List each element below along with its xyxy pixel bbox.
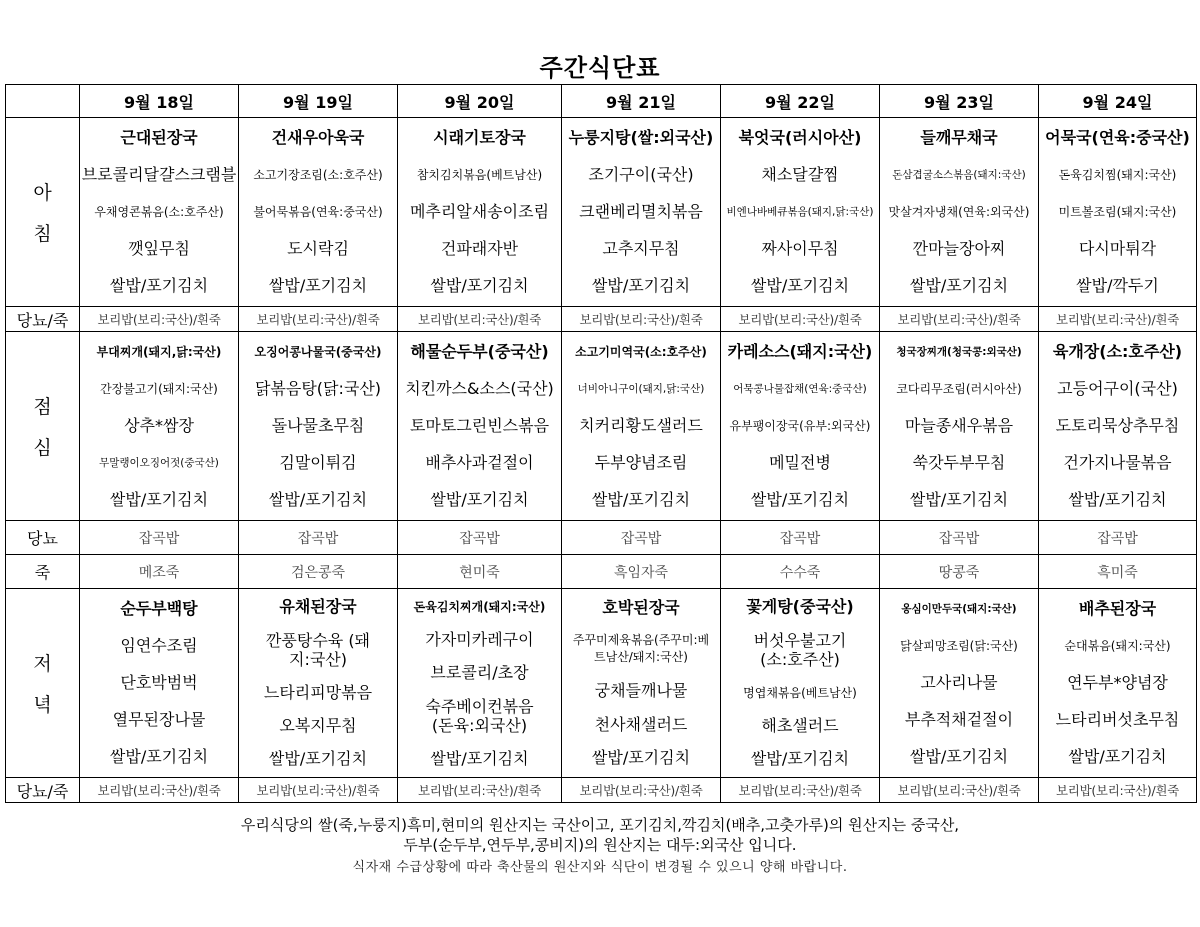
label-char: 저	[33, 653, 52, 675]
menu-item: 북엇국(러시아산)	[738, 128, 862, 148]
menu-item: 건새우아욱국	[271, 128, 365, 148]
menu-item: 닭볶음탕(닭:국산)	[254, 379, 382, 399]
breakfast-cell	[398, 118, 562, 307]
diabetic-porridge-label: 당뇨/죽	[6, 778, 80, 803]
menu-item: 쌀밥/깍두기	[1076, 275, 1159, 295]
menu-item: 궁채들깨나물	[594, 680, 688, 700]
menu-item: 우채영콘볶음(소:호주산)	[94, 204, 224, 219]
dinner-label	[6, 589, 80, 778]
menu-item: 건파래자반	[440, 238, 519, 258]
breakfast-cell	[880, 118, 1039, 307]
menu-item: 브로콜리달걀스크램블	[81, 165, 237, 185]
menu-item: 쌀밥/포기김치	[1068, 746, 1167, 766]
porridge-label: 죽	[6, 555, 80, 589]
diabetic-cell: 잡곡밥	[721, 521, 880, 555]
menu-item: 불어묵볶음(연육:중국산)	[253, 204, 383, 219]
menu-item: 닭살피망조림(닭:국산)	[900, 639, 1018, 654]
diabetic-cell: 잡곡밥	[562, 521, 721, 555]
lunch-cell	[562, 332, 721, 521]
diabetic-porridge-cell: 보리밥(보리:국산)/흰죽	[562, 307, 721, 332]
menu-item: 근대된장국	[120, 128, 198, 148]
menu-item: 순두부백탕	[120, 599, 198, 619]
menu-item: 상추*쌈장	[124, 415, 194, 435]
label-char: 점	[33, 396, 52, 418]
menu-item: 치킨까스&소스(국산)	[405, 379, 554, 399]
menu-item: 옹심이만두국(돼지:국산)	[901, 603, 1017, 616]
date-header: 9월 19일	[239, 85, 398, 118]
menu-item: 느타리피망볶음	[263, 682, 373, 702]
menu-item: 오징어콩나물국(중국산)	[254, 345, 382, 360]
menu-item: 순대볶음(돼지:국산)	[1064, 639, 1171, 654]
porridge-cell: 흑임자죽	[562, 555, 721, 589]
menu-item: 쌀밥/포기김치	[430, 275, 529, 295]
menu-item: 도시락김	[287, 238, 349, 258]
porridge-cell: 흑미죽	[1039, 555, 1197, 589]
dinner-cell	[398, 589, 562, 778]
dinner-cell	[721, 589, 880, 778]
dinner-diabetic-porridge-row	[6, 778, 1197, 803]
menu-item: 청국장찌개(청국콩:외국산)	[896, 346, 1022, 359]
menu-item: 쌀밥/포기김치	[268, 748, 368, 768]
lunch-cell	[721, 332, 880, 521]
menu-item: 깐마늘장아찌	[912, 238, 1006, 258]
diabetic-porridge-cell: 보리밥(보리:국산)/흰죽	[721, 778, 880, 803]
menu-item: 참치김치볶음(베트남산)	[416, 168, 543, 183]
menu-item: 쌀밥/포기김치	[430, 748, 529, 768]
diabetic-porridge-cell: 보리밥(보리:국산)/흰죽	[1039, 307, 1197, 332]
date-header: 9월 21일	[562, 85, 721, 118]
menu-item: 카레소스(돼지:국산)	[727, 342, 873, 362]
menu-item: 다시마튀각	[1078, 238, 1157, 258]
menu-item: 쌀밥/포기김치	[909, 746, 1009, 766]
menu-item: 고사리나물	[920, 672, 998, 692]
menu-item: 메밀전병	[769, 452, 831, 472]
menu-item: 열무된장나물	[112, 709, 206, 729]
menu-item: 배추사과겉절이	[425, 452, 534, 472]
menu-item: 어묵콩나물잡채(연육:중국산)	[733, 383, 867, 396]
menu-item: 간장불고기(돼지:국산)	[100, 382, 218, 397]
diabetic-cell: 잡곡밥	[1039, 521, 1197, 555]
diabetic-porridge-cell: 보리밥(보리:국산)/흰죽	[80, 307, 239, 332]
menu-item: 맛살겨자냉채(연육:외국산)	[888, 204, 1030, 219]
menu-item: 메추리알새송이조림	[409, 201, 550, 221]
date-header-row	[6, 85, 1197, 118]
menu-item: 쌀밥/포기김치	[591, 489, 691, 509]
menu-item: 비엔나바베큐볶음(돼지,닭:국산)	[726, 205, 874, 218]
menu-item: 가자미카레구이	[425, 630, 534, 650]
menu-item: 천사채샐러드	[594, 714, 688, 734]
lunch-cell	[1039, 332, 1197, 521]
breakfast-cell	[1039, 118, 1197, 307]
menu-item: 숙주베이컨볶음 (돈육:외국산)	[425, 696, 534, 735]
dinner-cell	[239, 589, 398, 778]
menu-item: 부추적채겉절이	[904, 709, 1014, 729]
menu-item: 유부팽이장국(유부:외국산)	[729, 418, 871, 433]
menu-item: 미트볼조림(돼지:국산)	[1058, 204, 1177, 219]
menu-item: 느타리버섯초무침	[1055, 709, 1180, 729]
porridge-cell: 현미죽	[398, 555, 562, 589]
menu-item: 돈육김치찌개(돼지:국산)	[413, 600, 546, 615]
menu-item: 쌀밥/포기김치	[109, 489, 209, 509]
menu-item: 주꾸미제육볶음(주꾸미:베트남산/돼지:국산)	[572, 633, 710, 665]
porridge-cell: 메조죽	[80, 555, 239, 589]
menu-item: 육개장(소:호주산)	[1052, 342, 1183, 362]
breakfast-label	[6, 118, 80, 307]
menu-item: 깐풍탕수육 (돼지:국산)	[265, 631, 371, 670]
menu-item: 쌀밥/포기김치	[909, 489, 1009, 509]
diabetic-porridge-cell: 보리밥(보리:국산)/흰죽	[398, 778, 562, 803]
lunch-cell	[398, 332, 562, 521]
menu-item: 꽃게탕(중국산)	[746, 597, 854, 617]
corner-cell	[6, 85, 80, 118]
breakfast-cell	[80, 118, 239, 307]
breakfast-diabetic-porridge-row	[6, 307, 1197, 332]
menu-item: 호박된장국	[602, 597, 680, 617]
menu-item: 크랜베리멸치볶음	[579, 201, 703, 221]
change-notice: 식자재 수급상황에 따라 축산물의 원산지와 식단이 변경될 수 있으니 양해 바랍니다.	[352, 860, 848, 875]
dinner-cell	[1039, 589, 1197, 778]
diabetic-porridge-cell: 보리밥(보리:국산)/흰죽	[880, 307, 1039, 332]
porridge-cell: 검은콩죽	[239, 555, 398, 589]
menu-item: 시래기토장국	[433, 128, 526, 148]
diabetic-porridge-cell: 보리밥(보리:국산)/흰죽	[80, 778, 239, 803]
label-char: 녁	[33, 694, 52, 716]
menu-item: 채소달걀찜	[761, 165, 839, 185]
diabetic-porridge-cell: 보리밥(보리:국산)/흰죽	[562, 778, 721, 803]
menu-item: 코다리무조림(러시아산)	[896, 382, 1022, 397]
menu-item: 조기구이(국산)	[588, 165, 694, 185]
weekly-menu-table	[5, 84, 1197, 803]
menu-item: 쌀밥/포기김치	[591, 748, 691, 768]
menu-item: 도토리묵상추무침	[1055, 415, 1180, 435]
menu-item: 단호박범벅	[120, 672, 198, 692]
menu-item: 해초샐러드	[761, 715, 839, 735]
menu-item: 쌀밥/포기김치	[1068, 489, 1167, 509]
menu-item: 토마토그린빈스볶음	[409, 415, 550, 435]
menu-item: 깻잎무침	[128, 238, 190, 258]
menu-item: 쌀밥/포기김치	[268, 489, 368, 509]
lunch-label	[6, 332, 80, 521]
menu-item: 누룽지탕(쌀:외국산)	[568, 128, 714, 148]
menu-item: 마늘종새우볶음	[904, 415, 1014, 435]
date-header: 9월 22일	[721, 85, 880, 118]
menu-item: 쌀밥/포기김치	[750, 275, 850, 295]
menu-item: 쌀밥/포기김치	[750, 489, 850, 509]
origin-notice-line1: 우리식당의 쌀(죽,누룽지)흑미,현미의 원산지는 국산이고, 포기김치,깍김치(배추,고춧가루)의 원산지는 중국산,	[240, 816, 960, 834]
lunch-cell	[880, 332, 1039, 521]
dinner-row	[6, 589, 1197, 778]
origin-notice-line2: 두부(순두부,연두부,콩비지)의 원산지는 대두:외국산 입니다.	[403, 836, 797, 854]
breakfast-cell	[239, 118, 398, 307]
lunch-row	[6, 332, 1197, 521]
porridge-cell: 수수죽	[721, 555, 880, 589]
breakfast-cell	[721, 118, 880, 307]
menu-item: 쌀밥/포기김치	[750, 748, 850, 768]
menu-item: 들깨무채국	[920, 128, 998, 148]
lunch-porridge-row	[6, 555, 1197, 589]
menu-item: 건가지나물볶음	[1063, 452, 1172, 472]
menu-item: 돈삼겹굴소스볶음(돼지:국산)	[892, 169, 1026, 182]
menu-item: 돌나물초무침	[271, 415, 365, 435]
menu-item: 너비아니구이(돼지,닭:국산)	[577, 383, 705, 396]
dinner-cell	[562, 589, 721, 778]
date-header: 9월 23일	[880, 85, 1039, 118]
menu-item: 치커리황도샐러드	[579, 415, 703, 435]
menu-item: 무말랭이오징어젓(중국산)	[99, 456, 219, 469]
breakfast-cell	[562, 118, 721, 307]
menu-item: 쑥갓두부무침	[912, 452, 1006, 472]
menu-item: 쌀밥/포기김치	[909, 275, 1009, 295]
diabetic-porridge-cell: 보리밥(보리:국산)/흰죽	[880, 778, 1039, 803]
label-char: 심	[33, 437, 52, 459]
diabetic-porridge-cell: 보리밥(보리:국산)/흰죽	[1039, 778, 1197, 803]
menu-item: 부대찌개(돼지,닭:국산)	[96, 345, 222, 360]
lunch-cell	[80, 332, 239, 521]
menu-item: 고등어구이(국산)	[1057, 379, 1178, 399]
menu-item: 연두부*양념장	[1067, 672, 1168, 692]
menu-item: 어묵국(연육:중국산)	[1045, 128, 1190, 148]
diabetic-cell: 잡곡밥	[880, 521, 1039, 555]
diabetic-porridge-cell: 보리밥(보리:국산)/흰죽	[721, 307, 880, 332]
dinner-cell	[80, 589, 239, 778]
menu-item: 해물순두부(중국산)	[410, 342, 549, 362]
date-header: 9월 18일	[80, 85, 239, 118]
menu-item: 쌀밥/포기김치	[109, 746, 209, 766]
diabetic-porridge-cell: 보리밥(보리:국산)/흰죽	[239, 778, 398, 803]
menu-item: 유채된장국	[279, 597, 357, 617]
diabetic-porridge-cell: 보리밥(보리:국산)/흰죽	[239, 307, 398, 332]
menu-item: 소고기장조림(소:호주산)	[253, 168, 383, 183]
label-char: 침	[33, 223, 52, 245]
menu-item: 버섯우불고기 (소:호주산)	[753, 631, 847, 670]
menu-item: 두부양념조림	[594, 452, 688, 472]
diabetic-porridge-label: 당뇨/죽	[6, 307, 80, 332]
menu-item: 명엽채볶음(베트남산)	[743, 685, 857, 700]
menu-item: 쌀밥/포기김치	[430, 489, 529, 509]
breakfast-row	[6, 118, 1197, 307]
menu-item: 오복지무침	[279, 715, 357, 735]
menu-item: 쌀밥/포기김치	[109, 275, 209, 295]
menu-item: 김말이튀김	[279, 452, 357, 472]
menu-item: 고추지무침	[602, 238, 680, 258]
diabetic-label: 당뇨	[6, 521, 80, 555]
menu-item: 짜사이무침	[761, 238, 839, 258]
porridge-cell: 땅콩죽	[880, 555, 1039, 589]
menu-item: 브로콜리/초장	[430, 662, 529, 682]
diabetic-porridge-cell: 보리밥(보리:국산)/흰죽	[398, 307, 562, 332]
date-header: 9월 24일	[1039, 85, 1197, 118]
menu-item: 소고기미역국(소:호주산)	[575, 345, 707, 360]
menu-item: 돈육김치찜(돼지:국산)	[1058, 168, 1177, 183]
menu-item: 쌀밥/포기김치	[268, 275, 368, 295]
diabetic-cell: 잡곡밥	[80, 521, 239, 555]
page-title: 주간식단표	[539, 54, 661, 82]
diabetic-cell: 잡곡밥	[398, 521, 562, 555]
lunch-diabetic-row	[6, 521, 1197, 555]
menu-item: 임연수조림	[120, 636, 198, 656]
menu-item: 쌀밥/포기김치	[591, 275, 691, 295]
date-header: 9월 20일	[398, 85, 562, 118]
menu-item: 배추된장국	[1078, 599, 1157, 619]
label-char: 아	[33, 182, 52, 204]
dinner-cell	[880, 589, 1039, 778]
lunch-cell	[239, 332, 398, 521]
diabetic-cell: 잡곡밥	[239, 521, 398, 555]
